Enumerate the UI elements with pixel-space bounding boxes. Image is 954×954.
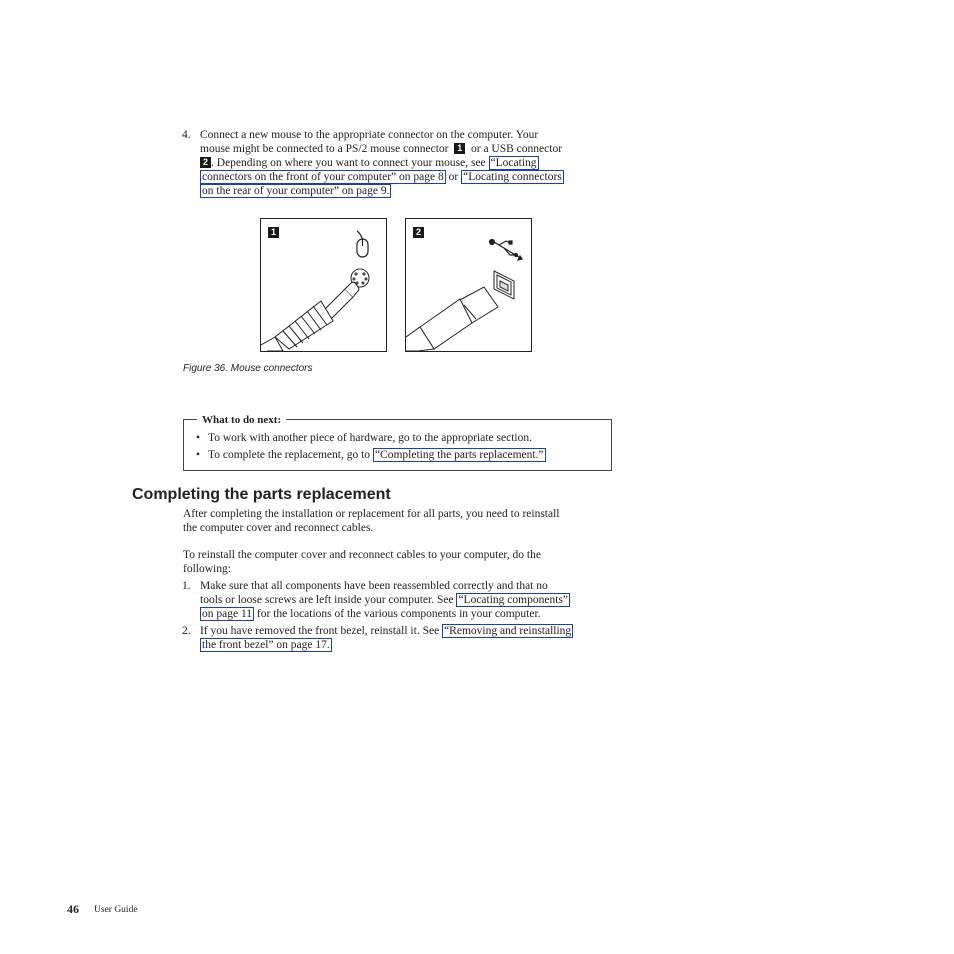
step4-number: 4. <box>182 129 191 141</box>
doc-title: User Guide <box>94 905 138 915</box>
usb-port-icon <box>494 271 514 299</box>
bullet: • <box>196 449 201 461</box>
step1-text: tools or loose screws are left inside your computer. See <box>200 594 454 606</box>
figure-caption: Figure 36. Mouse connectors <box>183 363 313 374</box>
link-locating-front[interactable]: connectors on the front of your computer” on page 8 <box>202 171 444 183</box>
what-next-item1: To work with another piece of hardware, go to the appropriate section. <box>208 432 532 444</box>
link-removing-bezel[interactable]: the front bezel” on page 17. <box>202 639 330 651</box>
link-removing-bezel[interactable]: “Removing and reinstalling <box>444 625 572 637</box>
step1-line1: Make sure that all components have been reassembled correctly and that no <box>200 580 548 592</box>
para2-line1: To reinstall the computer cover and reconnect cables to your computer, do the <box>183 549 541 561</box>
step1-text: for the locations of the various components in your computer. <box>256 608 541 620</box>
step2-line1 <box>200 624 573 638</box>
step4-text: or a USB connector <box>471 143 563 155</box>
page-number: 46 <box>67 902 79 916</box>
step4-line3 <box>200 156 539 170</box>
para1-line2: the computer cover and reconnect cables. <box>183 522 374 534</box>
step1-line2 <box>200 593 570 607</box>
step2-line2 <box>200 638 332 652</box>
step4-line4 <box>200 170 564 184</box>
link-locating-components[interactable]: “Locating components” <box>458 594 568 606</box>
step4-or: or <box>448 171 459 183</box>
step2-text: If you have removed the front bezel, reinstall it. See <box>200 625 440 637</box>
what-next-item2-text: To complete the replacement, go to <box>208 449 371 461</box>
step4-line5 <box>200 184 391 198</box>
callout-badge-1: 1 <box>454 143 465 154</box>
link-locating-front[interactable]: “Locating <box>490 157 537 169</box>
para2-line2: following: <box>183 563 231 575</box>
figure-panel-usb <box>405 218 532 352</box>
mouse-icon <box>357 231 368 257</box>
ps2-connector-illustration <box>261 219 386 351</box>
step4-line1: Connect a new mouse to the appropriate connector on the computer. Your <box>200 129 539 141</box>
step4-text: . Depending on where you want to connect your mouse, see <box>211 157 486 169</box>
step4-line2 <box>200 142 562 156</box>
link-locating-components[interactable]: on page 11 <box>202 608 253 620</box>
link-completing-replacement[interactable]: “Completing the parts replacement.” <box>374 449 544 461</box>
usb-connector-illustration <box>406 219 531 351</box>
link-locating-rear[interactable]: on the rear of your computer” on page 9. <box>202 185 390 197</box>
ps2-plug <box>261 282 359 351</box>
what-next-title: What to do next: <box>197 413 286 427</box>
panel-label-1: 1 <box>268 227 279 238</box>
usb-plug <box>406 287 498 351</box>
callout-badge-2: 2 <box>200 157 211 168</box>
step1-number: 1. <box>182 580 191 592</box>
step1-line3 <box>200 607 541 621</box>
figure-panel-ps2 <box>260 218 387 352</box>
panel-label-2: 2 <box>413 227 424 238</box>
step2-number: 2. <box>182 625 191 637</box>
para1-line1: After completing the installation or replacement for all parts, you need to reinstall <box>183 508 560 520</box>
link-locating-rear[interactable]: “Locating connectors <box>463 171 562 183</box>
usb-icon <box>490 240 523 261</box>
bullet: • <box>196 432 201 444</box>
section-heading: Completing the parts replacement <box>132 486 391 503</box>
step4-text: mouse might be connected to a PS/2 mouse connector <box>200 143 449 155</box>
what-next-item2 <box>208 448 546 462</box>
